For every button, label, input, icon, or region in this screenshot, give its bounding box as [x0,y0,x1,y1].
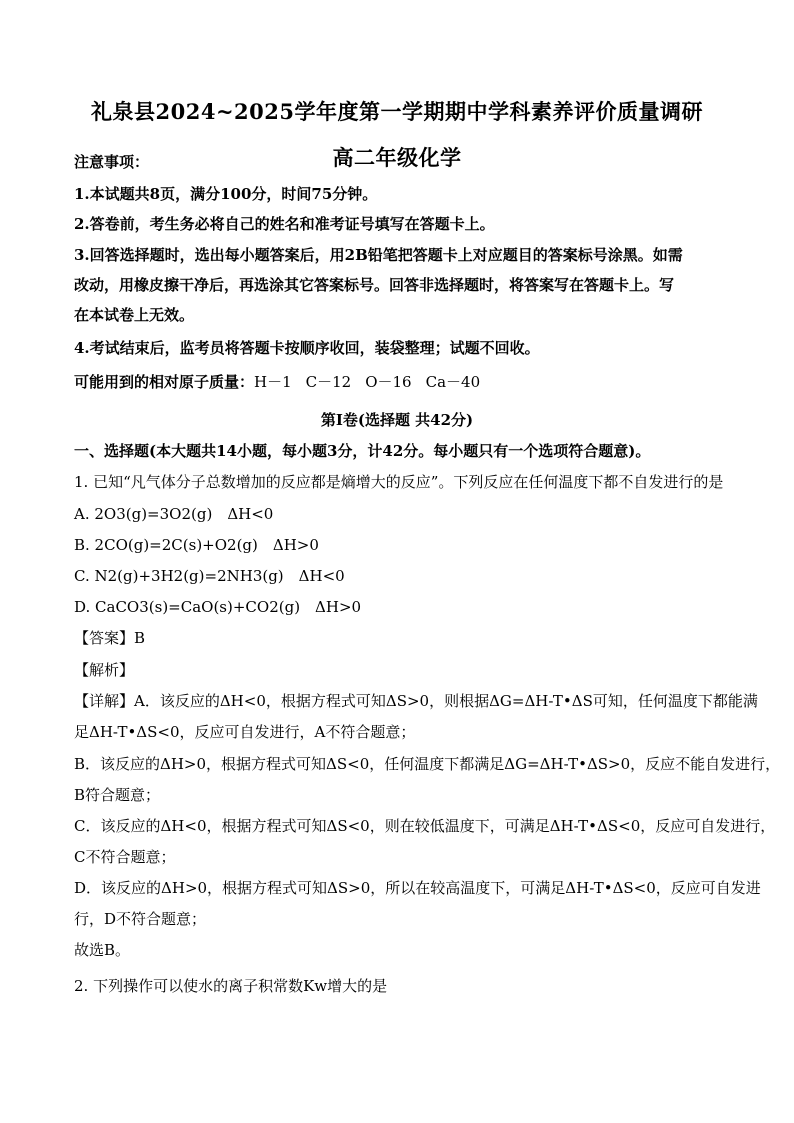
detail-line: 【详解】A．该反应的ΔH<0，根据方程式可知ΔS>0，则根据ΔG=ΔH-T•ΔS可知，任何温度下都能满 [74,692,758,710]
notice-item: 4.考试结束后，监考员将答题卡按顺序收回，装袋整理；试题不回收。 [74,339,540,357]
conclusion-line: 故选B。 [74,941,131,959]
detail-line: D．该反应的ΔH>0，根据方程式可知ΔS>0，所以在较高温度下，可满足ΔH-T•ΔS<0，反应可自发进 [74,879,761,897]
notice-item: 2.答卷前，考生务必将自己的姓名和准考证号填写在答题卡上。 [74,215,495,233]
atomic-mass-h: H－1 [254,373,292,391]
notice-heading: 注意事项： [74,153,150,171]
notice-item: 改动，用橡皮擦干净后，再选涂其它答案标号。回答非选择题时，将答案写在答题卡上。写 [74,276,675,294]
notice-item: 在本试卷上无效。 [74,306,195,324]
analysis-label: 【解析】 [74,661,135,679]
atomic-mass-ca: Ca－40 [425,373,481,391]
detail-line: 行，D不符合题意； [74,910,207,928]
exam-title: 礼泉县2024~2025学年度第一学期期中学科素养评价质量调研 [91,99,703,124]
atomic-mass-line [74,372,480,392]
question-1-option-d: D. CaCO3(s)=CaO(s)+CO2(g) ΔH>0 [74,598,362,616]
answer-label: 【答案】B [74,629,146,647]
question-1-option-b: B. 2CO(g)=2C(s)+O2(g) ΔH>0 [74,536,319,554]
notice-item: 3.回答选择题时，选出每小题答案后，用2B铅笔把答题卡上对应题目的答案标号涂黑。如需 [74,246,683,264]
question-2-stem: 2. 下列操作可以使水的离子积常数Kw增大的是 [74,977,388,995]
question-1-stem: 1. 已知“凡气体分子总数增加的反应都是熵增大的反应”。下列反应在任何温度下都不自发进行的是 [74,473,724,491]
atomic-mass-c: C－12 [305,373,352,391]
detail-line: B．该反应的ΔH>0，根据方程式可知ΔS<0，任何温度下都满足ΔG=ΔH-T•ΔS>0，反应不能自发进行， [74,755,781,773]
atomic-mass-o: O－16 [365,373,412,391]
detail-line: 足ΔH-T•ΔS<0，反应可自发进行，A不符合题意； [74,723,416,741]
exam-subtitle: 高二年级化学 [332,145,462,170]
detail-line: C．该反应的ΔH<0，根据方程式可知ΔS<0，则在较低温度下，可满足ΔH-T•ΔS<0，反应可自发进行， [74,817,776,835]
section-instructions: 一、选择题(本大题共14小题，每小题3分，计42分。每小题只有一个选项符合题意)。 [74,442,651,460]
atomic-mass-label: 可能用到的相对原子质量： [74,373,255,391]
detail-line: B符合题意； [74,786,161,804]
question-1-option-a: A. 2O3(g)=3O2(g) ΔH<0 [74,505,274,523]
notice-item: 1.本试题共8页，满分100分，时间75分钟。 [74,185,378,203]
detail-line: C不符合题意； [74,848,176,866]
question-1-option-c: C. N2(g)+3H2(g)=2NH3(g) ΔH<0 [74,567,345,585]
section-title: 第I卷(选择题 共42分) [320,411,474,429]
